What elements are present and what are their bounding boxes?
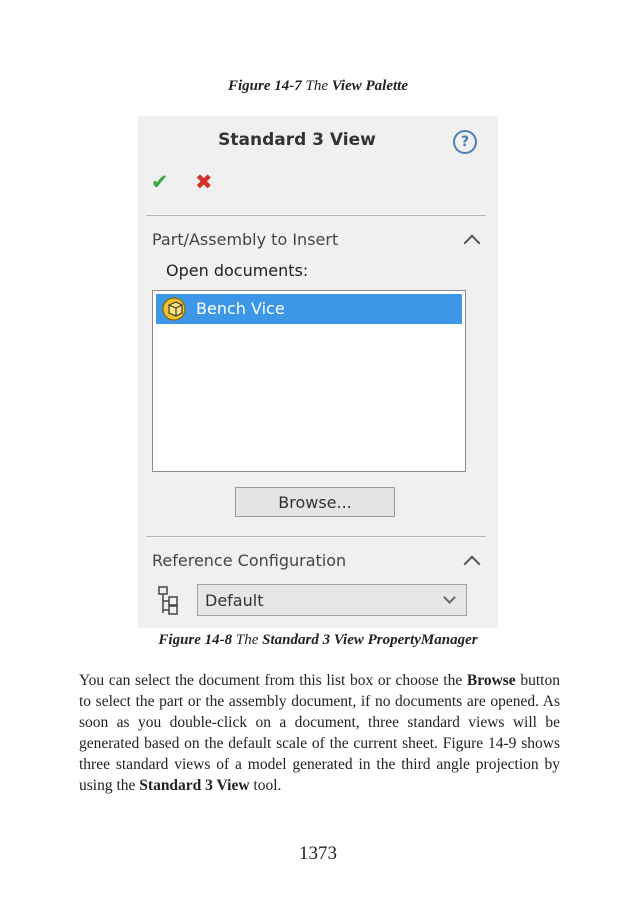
configuration-select[interactable] (197, 584, 467, 616)
open-documents-label: Open documents: (166, 261, 309, 280)
open-documents-listbox[interactable] (152, 290, 466, 472)
property-manager-panel (138, 116, 498, 628)
section-header-reference-configuration[interactable]: Reference Configuration (152, 551, 347, 570)
figure-number: Figure 14-8 (158, 632, 233, 648)
figure-title: Standard 3 View PropertyManager (262, 632, 478, 648)
divider (146, 536, 486, 537)
configuration-icon (156, 584, 182, 616)
paragraph-text: tool. (249, 777, 282, 794)
paragraph-text: button to select the part or the assembly document, if no documents are opened. As soon as you double-click on a document, three standard views will be generated based on the default scale of the current sheet. Figure 14-9 shows three standard views of a model generated in the third angle projection by using the (79, 672, 560, 794)
browse-button[interactable]: Browse... (235, 487, 395, 517)
panel-title: Standard 3 View (218, 130, 376, 150)
section-header-part-assembly[interactable]: Part/Assembly to Insert (152, 230, 339, 249)
chevron-up-icon[interactable] (464, 235, 481, 252)
body-paragraph (79, 670, 560, 796)
list-item[interactable] (156, 294, 462, 324)
figure-number: Figure 14-7 (227, 78, 302, 94)
question-circle-icon[interactable]: ? (453, 130, 477, 154)
caption-the: The (235, 632, 259, 648)
assembly-icon (160, 296, 188, 322)
paragraph-text: You can select the document from this list box or choose the (79, 672, 467, 689)
paragraph-bold: Standard 3 View (139, 777, 250, 794)
list-item-label: Bench Vice (196, 299, 285, 318)
checkmark-icon[interactable]: ✔ (151, 170, 169, 194)
chevron-up-icon[interactable] (464, 556, 481, 573)
divider (146, 215, 486, 216)
figure-caption-bottom (0, 632, 636, 649)
page-number: 1373 (299, 843, 337, 864)
chevron-down-icon[interactable] (443, 591, 456, 604)
figure-caption-top (0, 78, 636, 95)
caption-the: The (305, 78, 328, 94)
x-icon[interactable]: ✖ (195, 170, 213, 194)
paragraph-bold: Browse (466, 672, 516, 689)
figure-title: View Palette (331, 78, 408, 94)
configuration-select-value: Default (205, 591, 264, 610)
